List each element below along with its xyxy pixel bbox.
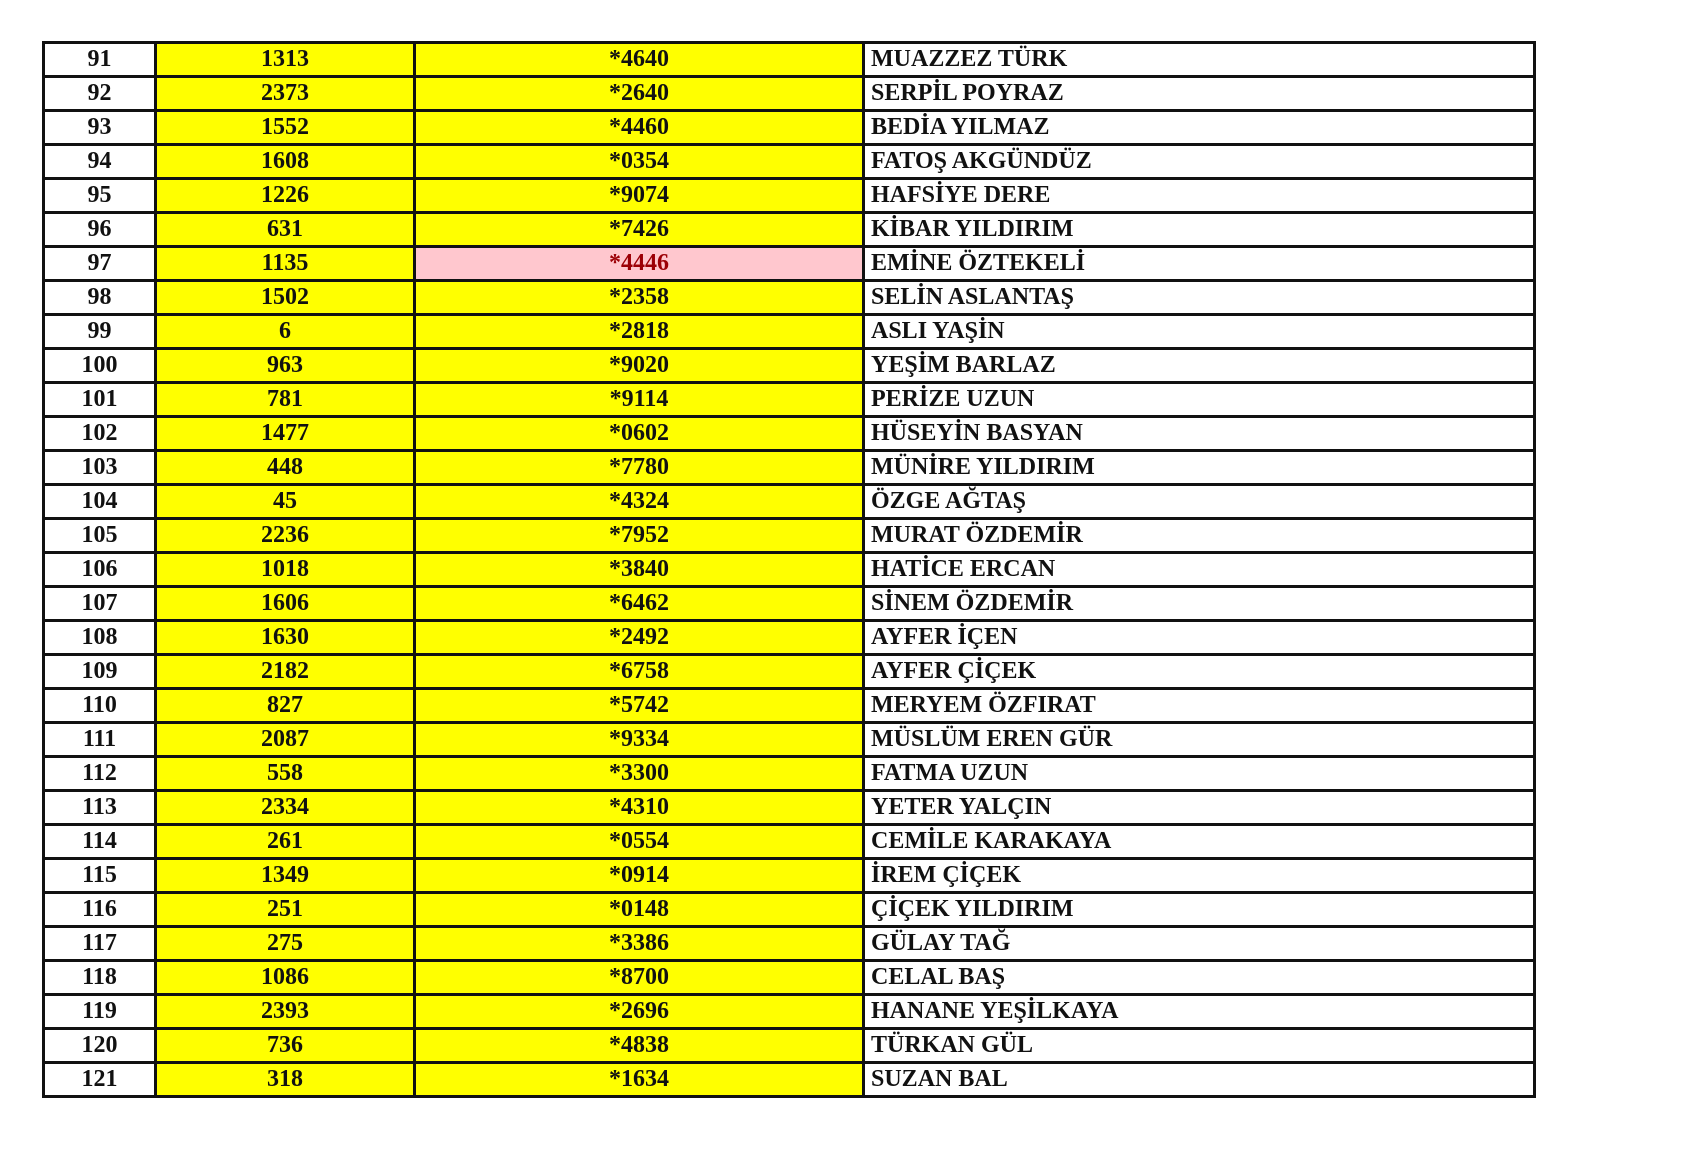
- score-cell: 1630: [156, 621, 415, 655]
- table-row: [44, 485, 1535, 519]
- table-row: [44, 315, 1535, 349]
- row-number-cell: 121: [44, 1063, 156, 1097]
- score-cell: 2393: [156, 995, 415, 1029]
- table-row: [44, 247, 1535, 281]
- full-name-cell: PERİZE UZUN: [864, 383, 1535, 417]
- score-cell: 1018: [156, 553, 415, 587]
- score-cell: 963: [156, 349, 415, 383]
- score-cell: 736: [156, 1029, 415, 1063]
- row-number-cell: 109: [44, 655, 156, 689]
- table-row: [44, 995, 1535, 1029]
- id-code-cell: *4460: [415, 111, 864, 145]
- table-row: [44, 723, 1535, 757]
- score-cell: 2373: [156, 77, 415, 111]
- table-row: [44, 927, 1535, 961]
- row-number-cell: 112: [44, 757, 156, 791]
- score-cell: 2087: [156, 723, 415, 757]
- table-row: [44, 825, 1535, 859]
- id-code-cell: *0914: [415, 859, 864, 893]
- id-code-cell: *0354: [415, 145, 864, 179]
- table-row: [44, 655, 1535, 689]
- score-cell: 261: [156, 825, 415, 859]
- row-number-cell: 108: [44, 621, 156, 655]
- score-cell: 2334: [156, 791, 415, 825]
- row-number-cell: 101: [44, 383, 156, 417]
- score-cell: 45: [156, 485, 415, 519]
- row-number-cell: 99: [44, 315, 156, 349]
- full-name-cell: MURAT ÖZDEMİR: [864, 519, 1535, 553]
- full-name-cell: CEMİLE KARAKAYA: [864, 825, 1535, 859]
- table-row: [44, 451, 1535, 485]
- row-number-cell: 93: [44, 111, 156, 145]
- full-name-cell: SERPİL POYRAZ: [864, 77, 1535, 111]
- row-number-cell: 110: [44, 689, 156, 723]
- id-code-cell: *2358: [415, 281, 864, 315]
- id-code-cell: *3386: [415, 927, 864, 961]
- row-number-cell: 103: [44, 451, 156, 485]
- table-row: [44, 77, 1535, 111]
- id-code-cell: *9020: [415, 349, 864, 383]
- score-cell: 1606: [156, 587, 415, 621]
- table-row: [44, 757, 1535, 791]
- table-row: [44, 1063, 1535, 1097]
- table-row: [44, 893, 1535, 927]
- row-number-cell: 106: [44, 553, 156, 587]
- table-row: [44, 689, 1535, 723]
- score-cell: 1226: [156, 179, 415, 213]
- id-code-cell: *6462: [415, 587, 864, 621]
- row-number-cell: 96: [44, 213, 156, 247]
- id-code-cell: *2492: [415, 621, 864, 655]
- row-number-cell: 100: [44, 349, 156, 383]
- full-name-cell: FATOŞ AKGÜNDÜZ: [864, 145, 1535, 179]
- score-cell: 1608: [156, 145, 415, 179]
- table-row: [44, 281, 1535, 315]
- row-number-cell: 91: [44, 43, 156, 77]
- score-cell: 448: [156, 451, 415, 485]
- row-number-cell: 105: [44, 519, 156, 553]
- table-row: [44, 553, 1535, 587]
- row-number-cell: 120: [44, 1029, 156, 1063]
- table-row: [44, 961, 1535, 995]
- row-number-cell: 119: [44, 995, 156, 1029]
- full-name-cell: BEDİA YILMAZ: [864, 111, 1535, 145]
- full-name-cell: KİBAR YILDIRIM: [864, 213, 1535, 247]
- row-number-cell: 117: [44, 927, 156, 961]
- table-row: [44, 179, 1535, 213]
- table-row: [44, 791, 1535, 825]
- score-cell: 275: [156, 927, 415, 961]
- id-code-cell: *0602: [415, 417, 864, 451]
- table-row: [44, 213, 1535, 247]
- id-code-cell: *2818: [415, 315, 864, 349]
- id-code-cell: *3300: [415, 757, 864, 791]
- score-cell: 827: [156, 689, 415, 723]
- table-row: [44, 383, 1535, 417]
- full-name-cell: HATİCE ERCAN: [864, 553, 1535, 587]
- full-name-cell: CELAL BAŞ: [864, 961, 1535, 995]
- id-code-cell: *4640: [415, 43, 864, 77]
- id-code-cell: *2640: [415, 77, 864, 111]
- row-number-cell: 115: [44, 859, 156, 893]
- full-name-cell: SELİN ASLANTAŞ: [864, 281, 1535, 315]
- id-code-cell: *6758: [415, 655, 864, 689]
- table-row: [44, 43, 1535, 77]
- table-row: [44, 519, 1535, 553]
- id-code-cell: *8700: [415, 961, 864, 995]
- full-name-cell: SİNEM ÖZDEMİR: [864, 587, 1535, 621]
- id-code-cell: *4838: [415, 1029, 864, 1063]
- full-name-cell: EMİNE ÖZTEKELİ: [864, 247, 1535, 281]
- row-number-cell: 118: [44, 961, 156, 995]
- row-number-cell: 113: [44, 791, 156, 825]
- row-number-cell: 107: [44, 587, 156, 621]
- full-name-cell: ASLI YAŞİN: [864, 315, 1535, 349]
- table-row: [44, 111, 1535, 145]
- id-code-cell: *4446: [415, 247, 864, 281]
- table-row: [44, 587, 1535, 621]
- score-cell: 781: [156, 383, 415, 417]
- score-cell: 1477: [156, 417, 415, 451]
- id-code-cell: *0148: [415, 893, 864, 927]
- full-name-cell: MUAZZEZ TÜRK: [864, 43, 1535, 77]
- full-name-cell: AYFER ÇİÇEK: [864, 655, 1535, 689]
- table-row: [44, 621, 1535, 655]
- table-row: [44, 349, 1535, 383]
- full-name-cell: İREM ÇİÇEK: [864, 859, 1535, 893]
- row-number-cell: 111: [44, 723, 156, 757]
- full-name-cell: HANANE YEŞİLKAYA: [864, 995, 1535, 1029]
- score-cell: 251: [156, 893, 415, 927]
- full-name-cell: YETER YALÇIN: [864, 791, 1535, 825]
- row-number-cell: 94: [44, 145, 156, 179]
- row-number-cell: 95: [44, 179, 156, 213]
- table-row: [44, 417, 1535, 451]
- results-table-body: [44, 43, 1535, 1097]
- id-code-cell: *0554: [415, 825, 864, 859]
- full-name-cell: MERYEM ÖZFIRAT: [864, 689, 1535, 723]
- score-cell: 631: [156, 213, 415, 247]
- row-number-cell: 104: [44, 485, 156, 519]
- row-number-cell: 92: [44, 77, 156, 111]
- score-cell: 318: [156, 1063, 415, 1097]
- table-row: [44, 859, 1535, 893]
- full-name-cell: MÜNİRE YILDIRIM: [864, 451, 1535, 485]
- id-code-cell: *9114: [415, 383, 864, 417]
- full-name-cell: MÜSLÜM EREN GÜR: [864, 723, 1535, 757]
- row-number-cell: 97: [44, 247, 156, 281]
- results-table: [42, 41, 1536, 1098]
- id-code-cell: *5742: [415, 689, 864, 723]
- row-number-cell: 102: [44, 417, 156, 451]
- score-cell: 1552: [156, 111, 415, 145]
- row-number-cell: 114: [44, 825, 156, 859]
- full-name-cell: YEŞİM BARLAZ: [864, 349, 1535, 383]
- id-code-cell: *7780: [415, 451, 864, 485]
- row-number-cell: 98: [44, 281, 156, 315]
- results-table-container: [42, 41, 1536, 1098]
- full-name-cell: ÇİÇEK YILDIRIM: [864, 893, 1535, 927]
- score-cell: 6: [156, 315, 415, 349]
- id-code-cell: *2696: [415, 995, 864, 1029]
- score-cell: 2236: [156, 519, 415, 553]
- row-number-cell: 116: [44, 893, 156, 927]
- full-name-cell: AYFER İÇEN: [864, 621, 1535, 655]
- full-name-cell: FATMA UZUN: [864, 757, 1535, 791]
- score-cell: 1135: [156, 247, 415, 281]
- full-name-cell: ÖZGE AĞTAŞ: [864, 485, 1535, 519]
- full-name-cell: GÜLAY TAĞ: [864, 927, 1535, 961]
- id-code-cell: *4310: [415, 791, 864, 825]
- id-code-cell: *7952: [415, 519, 864, 553]
- score-cell: 2182: [156, 655, 415, 689]
- score-cell: 1313: [156, 43, 415, 77]
- table-row: [44, 1029, 1535, 1063]
- id-code-cell: *9074: [415, 179, 864, 213]
- score-cell: 558: [156, 757, 415, 791]
- score-cell: 1086: [156, 961, 415, 995]
- id-code-cell: *4324: [415, 485, 864, 519]
- id-code-cell: *1634: [415, 1063, 864, 1097]
- score-cell: 1502: [156, 281, 415, 315]
- table-row: [44, 145, 1535, 179]
- id-code-cell: *9334: [415, 723, 864, 757]
- score-cell: 1349: [156, 859, 415, 893]
- full-name-cell: HÜSEYİN BASYAN: [864, 417, 1535, 451]
- full-name-cell: SUZAN BAL: [864, 1063, 1535, 1097]
- id-code-cell: *3840: [415, 553, 864, 587]
- full-name-cell: HAFSİYE DERE: [864, 179, 1535, 213]
- full-name-cell: TÜRKAN GÜL: [864, 1029, 1535, 1063]
- id-code-cell: *7426: [415, 213, 864, 247]
